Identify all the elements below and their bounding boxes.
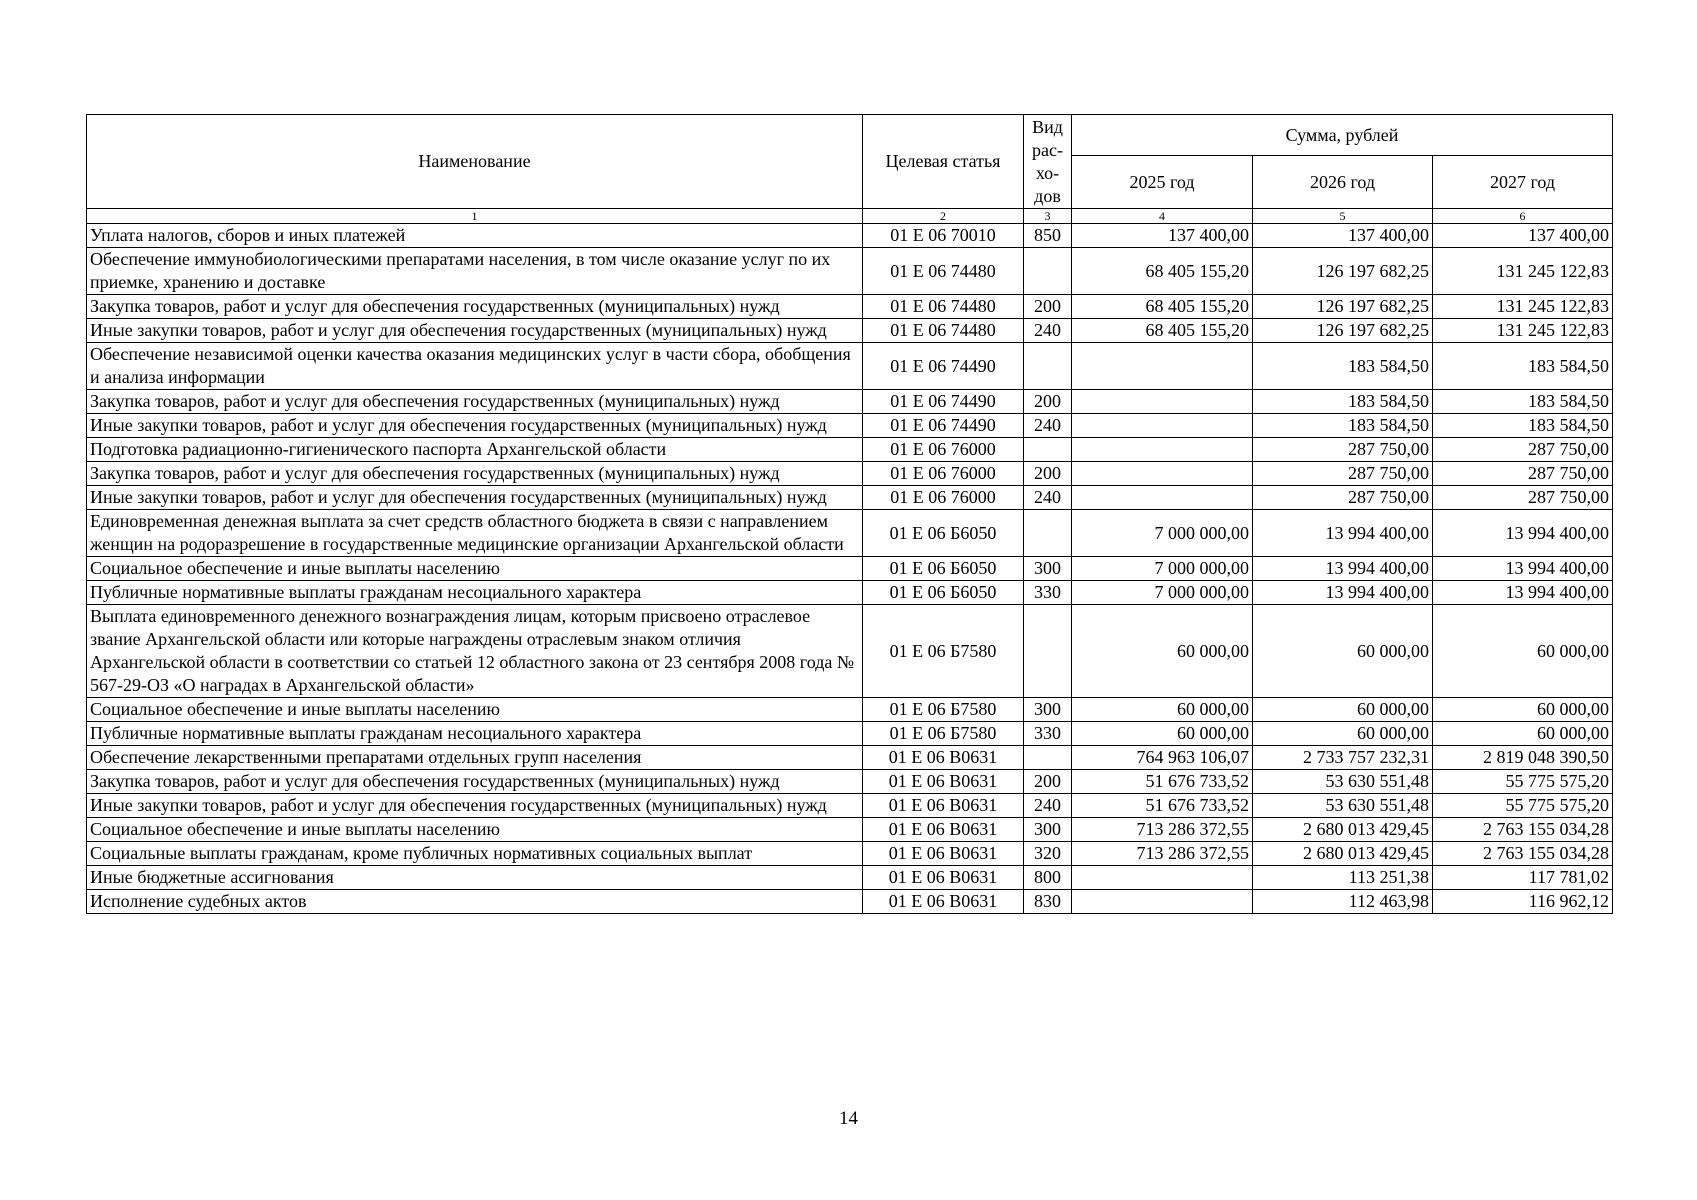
row-expense-kind: 200 [1024,390,1072,414]
row-amount-2025: 713 286 372,55 [1072,818,1253,842]
row-target-article: 01 Е 06 Б7580 [863,698,1024,722]
row-amount-2026: 126 197 682,25 [1253,319,1433,343]
row-amount-2027: 116 962,12 [1433,890,1613,914]
row-amount-2027: 2 763 155 034,28 [1433,842,1613,866]
row-expense-kind: 240 [1024,319,1072,343]
row-expense-kind: 200 [1024,770,1072,794]
column-number: 2 [863,209,1024,224]
table-row [87,866,1613,890]
row-target-article: 01 Е 06 74480 [863,319,1024,343]
row-amount-2026: 2 733 757 232,31 [1253,746,1433,770]
row-amount-2027: 13 994 400,00 [1433,510,1613,557]
column-number: 5 [1253,209,1433,224]
row-expense-kind: 200 [1024,295,1072,319]
row-target-article: 01 Е 06 В0631 [863,842,1024,866]
table-row [87,557,1613,581]
table-row [87,698,1613,722]
row-amount-2027: 183 584,50 [1433,390,1613,414]
row-target-article: 01 Е 06 Б7580 [863,722,1024,746]
table-row [87,438,1613,462]
row-amount-2026: 60 000,00 [1253,698,1433,722]
header-year-2026: 2026 год [1253,156,1433,209]
row-amount-2025 [1072,390,1253,414]
row-target-article: 01 Е 06 Б6050 [863,510,1024,557]
table-row [87,486,1613,510]
row-target-article: 01 Е 06 В0631 [863,818,1024,842]
row-amount-2027: 60 000,00 [1433,605,1613,698]
row-expense-kind: 200 [1024,462,1072,486]
table-row [87,890,1613,914]
table-row [87,510,1613,557]
row-amount-2027: 55 775 575,20 [1433,770,1613,794]
row-amount-2027: 183 584,50 [1433,414,1613,438]
column-number-row [87,209,1613,224]
table-row [87,224,1613,248]
row-target-article: 01 Е 06 Б6050 [863,581,1024,605]
row-name: Закупка товаров, работ и услуг для обеспечения государственных (муниципальных) нужд [87,462,863,486]
row-amount-2027: 287 750,00 [1433,438,1613,462]
row-amount-2026: 2 680 013 429,45 [1253,818,1433,842]
row-expense-kind: 800 [1024,866,1072,890]
row-amount-2025 [1072,866,1253,890]
row-expense-kind: 850 [1024,224,1072,248]
table-row [87,818,1613,842]
row-amount-2026: 13 994 400,00 [1253,557,1433,581]
row-amount-2026: 2 680 013 429,45 [1253,842,1433,866]
row-amount-2025: 60 000,00 [1072,722,1253,746]
header-expense-kind: Вид рас-хо-дов [1024,115,1072,209]
row-amount-2027: 60 000,00 [1433,698,1613,722]
column-number: 1 [87,209,863,224]
row-target-article: 01 Е 06 В0631 [863,890,1024,914]
row-name: Единовременная денежная выплата за счет средств областного бюджета в связи с направлением женщин на родоразрешение в государственные медицинские организации Архангельской области [87,510,863,557]
row-amount-2027: 60 000,00 [1433,722,1613,746]
row-amount-2025: 764 963 106,07 [1072,746,1253,770]
column-number: 6 [1433,209,1613,224]
row-amount-2025: 51 676 733,52 [1072,794,1253,818]
table-row [87,605,1613,698]
row-amount-2026: 60 000,00 [1253,605,1433,698]
row-amount-2026: 183 584,50 [1253,414,1433,438]
table-row [87,248,1613,295]
row-expense-kind: 300 [1024,818,1072,842]
row-amount-2027: 131 245 122,83 [1433,319,1613,343]
row-amount-2026: 126 197 682,25 [1253,248,1433,295]
row-target-article: 01 Е 06 В0631 [863,770,1024,794]
row-name: Социальное обеспечение и иные выплаты населению [87,818,863,842]
row-name: Публичные нормативные выплаты гражданам несоциального характера [87,722,863,746]
budget-table [86,114,1613,914]
column-number: 4 [1072,209,1253,224]
row-expense-kind [1024,746,1072,770]
row-name: Социальные выплаты гражданам, кроме публичных нормативных социальных выплат [87,842,863,866]
row-name: Иные закупки товаров, работ и услуг для обеспечения государственных (муниципальных) нужд [87,414,863,438]
row-amount-2026: 13 994 400,00 [1253,581,1433,605]
row-amount-2025: 51 676 733,52 [1072,770,1253,794]
row-amount-2027: 131 245 122,83 [1433,295,1613,319]
table-row [87,390,1613,414]
row-amount-2027: 2 763 155 034,28 [1433,818,1613,842]
row-target-article: 01 Е 06 76000 [863,438,1024,462]
row-name: Подготовка радиационно-гигиенического паспорта Архангельской области [87,438,863,462]
table-row [87,842,1613,866]
row-amount-2025: 68 405 155,20 [1072,295,1253,319]
row-expense-kind [1024,510,1072,557]
row-expense-kind [1024,605,1072,698]
row-amount-2025: 68 405 155,20 [1072,248,1253,295]
row-amount-2026: 126 197 682,25 [1253,295,1433,319]
row-amount-2025 [1072,414,1253,438]
row-amount-2026: 53 630 551,48 [1253,794,1433,818]
row-amount-2026: 112 463,98 [1253,890,1433,914]
row-name: Публичные нормативные выплаты гражданам несоциального характера [87,581,863,605]
header-sum: Сумма, рублей [1072,115,1613,156]
row-amount-2025: 713 286 372,55 [1072,842,1253,866]
row-name: Закупка товаров, работ и услуг для обеспечения государственных (муниципальных) нужд [87,390,863,414]
row-amount-2027: 2 819 048 390,50 [1433,746,1613,770]
row-name: Иные закупки товаров, работ и услуг для обеспечения государственных (муниципальных) нужд [87,794,863,818]
table-row [87,462,1613,486]
table-row [87,295,1613,319]
table-row [87,794,1613,818]
row-expense-kind: 330 [1024,581,1072,605]
row-name: Уплата налогов, сборов и иных платежей [87,224,863,248]
table-row [87,414,1613,438]
row-amount-2025 [1072,438,1253,462]
row-target-article: 01 Е 06 Б7580 [863,605,1024,698]
row-target-article: 01 Е 06 70010 [863,224,1024,248]
table-row [87,319,1613,343]
row-target-article: 01 Е 06 76000 [863,486,1024,510]
row-amount-2027: 13 994 400,00 [1433,581,1613,605]
row-name: Социальное обеспечение и иные выплаты населению [87,557,863,581]
row-amount-2025 [1072,890,1253,914]
row-target-article: 01 Е 06 В0631 [863,794,1024,818]
row-amount-2025 [1072,462,1253,486]
row-amount-2025 [1072,486,1253,510]
row-amount-2025: 68 405 155,20 [1072,319,1253,343]
row-amount-2026: 287 750,00 [1253,438,1433,462]
row-expense-kind: 240 [1024,414,1072,438]
row-amount-2026: 13 994 400,00 [1253,510,1433,557]
header-target-article: Целевая статья [863,115,1024,209]
table-row [87,746,1613,770]
row-expense-kind: 240 [1024,486,1072,510]
row-amount-2025: 137 400,00 [1072,224,1253,248]
row-name: Иные бюджетные ассигнования [87,866,863,890]
row-target-article: 01 Е 06 74490 [863,390,1024,414]
header-name: Наименование [87,115,863,209]
row-target-article: 01 Е 06 Б6050 [863,557,1024,581]
row-amount-2027: 287 750,00 [1433,486,1613,510]
row-amount-2027: 287 750,00 [1433,462,1613,486]
table-row [87,722,1613,746]
column-number: 3 [1024,209,1072,224]
row-amount-2025: 7 000 000,00 [1072,557,1253,581]
header-row-1 [87,115,1613,156]
row-expense-kind: 300 [1024,557,1072,581]
row-amount-2026: 183 584,50 [1253,390,1433,414]
header-year-2027: 2027 год [1433,156,1613,209]
row-name: Обеспечение иммунобиологическими препаратами населения, в том числе оказание услуг по их приемке, хранению и доставке [87,248,863,295]
row-expense-kind: 320 [1024,842,1072,866]
row-target-article: 01 Е 06 74490 [863,414,1024,438]
page-number: 14 [839,1108,858,1129]
row-amount-2026: 137 400,00 [1253,224,1433,248]
row-name: Закупка товаров, работ и услуг для обеспечения государственных (муниципальных) нужд [87,770,863,794]
row-expense-kind: 300 [1024,698,1072,722]
row-amount-2025: 7 000 000,00 [1072,581,1253,605]
table-row [87,581,1613,605]
row-amount-2026: 113 251,38 [1253,866,1433,890]
row-name: Иные закупки товаров, работ и услуг для обеспечения государственных (муниципальных) нужд [87,319,863,343]
row-amount-2026: 287 750,00 [1253,486,1433,510]
row-name: Обеспечение независимой оценки качества оказания медицинских услуг в части сбора, обобщения и анализа информации [87,343,863,390]
table-row [87,343,1613,390]
row-name: Выплата единовременного денежного вознаграждения лицам, которым присвоено отраслевое звание Архангельской области или которые награждены отраслевым знаком отличия Архангельской области в соответствии со статьей 12 областного закона от 23 сентября 2008 года № 567-29-ОЗ «О наградах в Архангельской области» [87,605,863,698]
row-amount-2026: 287 750,00 [1253,462,1433,486]
row-target-article: 01 Е 06 74480 [863,248,1024,295]
row-target-article: 01 Е 06 74480 [863,295,1024,319]
row-expense-kind [1024,248,1072,295]
row-amount-2025: 60 000,00 [1072,698,1253,722]
row-name: Исполнение судебных актов [87,890,863,914]
row-amount-2026: 183 584,50 [1253,343,1433,390]
row-amount-2027: 183 584,50 [1433,343,1613,390]
row-expense-kind [1024,343,1072,390]
row-amount-2027: 117 781,02 [1433,866,1613,890]
row-amount-2027: 131 245 122,83 [1433,248,1613,295]
row-amount-2027: 13 994 400,00 [1433,557,1613,581]
row-amount-2026: 60 000,00 [1253,722,1433,746]
row-expense-kind: 830 [1024,890,1072,914]
row-expense-kind: 240 [1024,794,1072,818]
row-name: Закупка товаров, работ и услуг для обеспечения государственных (муниципальных) нужд [87,295,863,319]
table-row [87,770,1613,794]
row-target-article: 01 Е 06 В0631 [863,866,1024,890]
row-expense-kind: 330 [1024,722,1072,746]
header-year-2025: 2025 год [1072,156,1253,209]
row-name: Социальное обеспечение и иные выплаты населению [87,698,863,722]
row-expense-kind [1024,438,1072,462]
row-target-article: 01 Е 06 76000 [863,462,1024,486]
row-amount-2027: 137 400,00 [1433,224,1613,248]
row-target-article: 01 Е 06 В0631 [863,746,1024,770]
row-amount-2025: 7 000 000,00 [1072,510,1253,557]
row-amount-2026: 53 630 551,48 [1253,770,1433,794]
row-amount-2027: 55 775 575,20 [1433,794,1613,818]
row-name: Иные закупки товаров, работ и услуг для обеспечения государственных (муниципальных) нужд [87,486,863,510]
row-target-article: 01 Е 06 74490 [863,343,1024,390]
row-name: Обеспечение лекарственными препаратами отдельных групп населения [87,746,863,770]
row-amount-2025 [1072,343,1253,390]
row-amount-2025: 60 000,00 [1072,605,1253,698]
